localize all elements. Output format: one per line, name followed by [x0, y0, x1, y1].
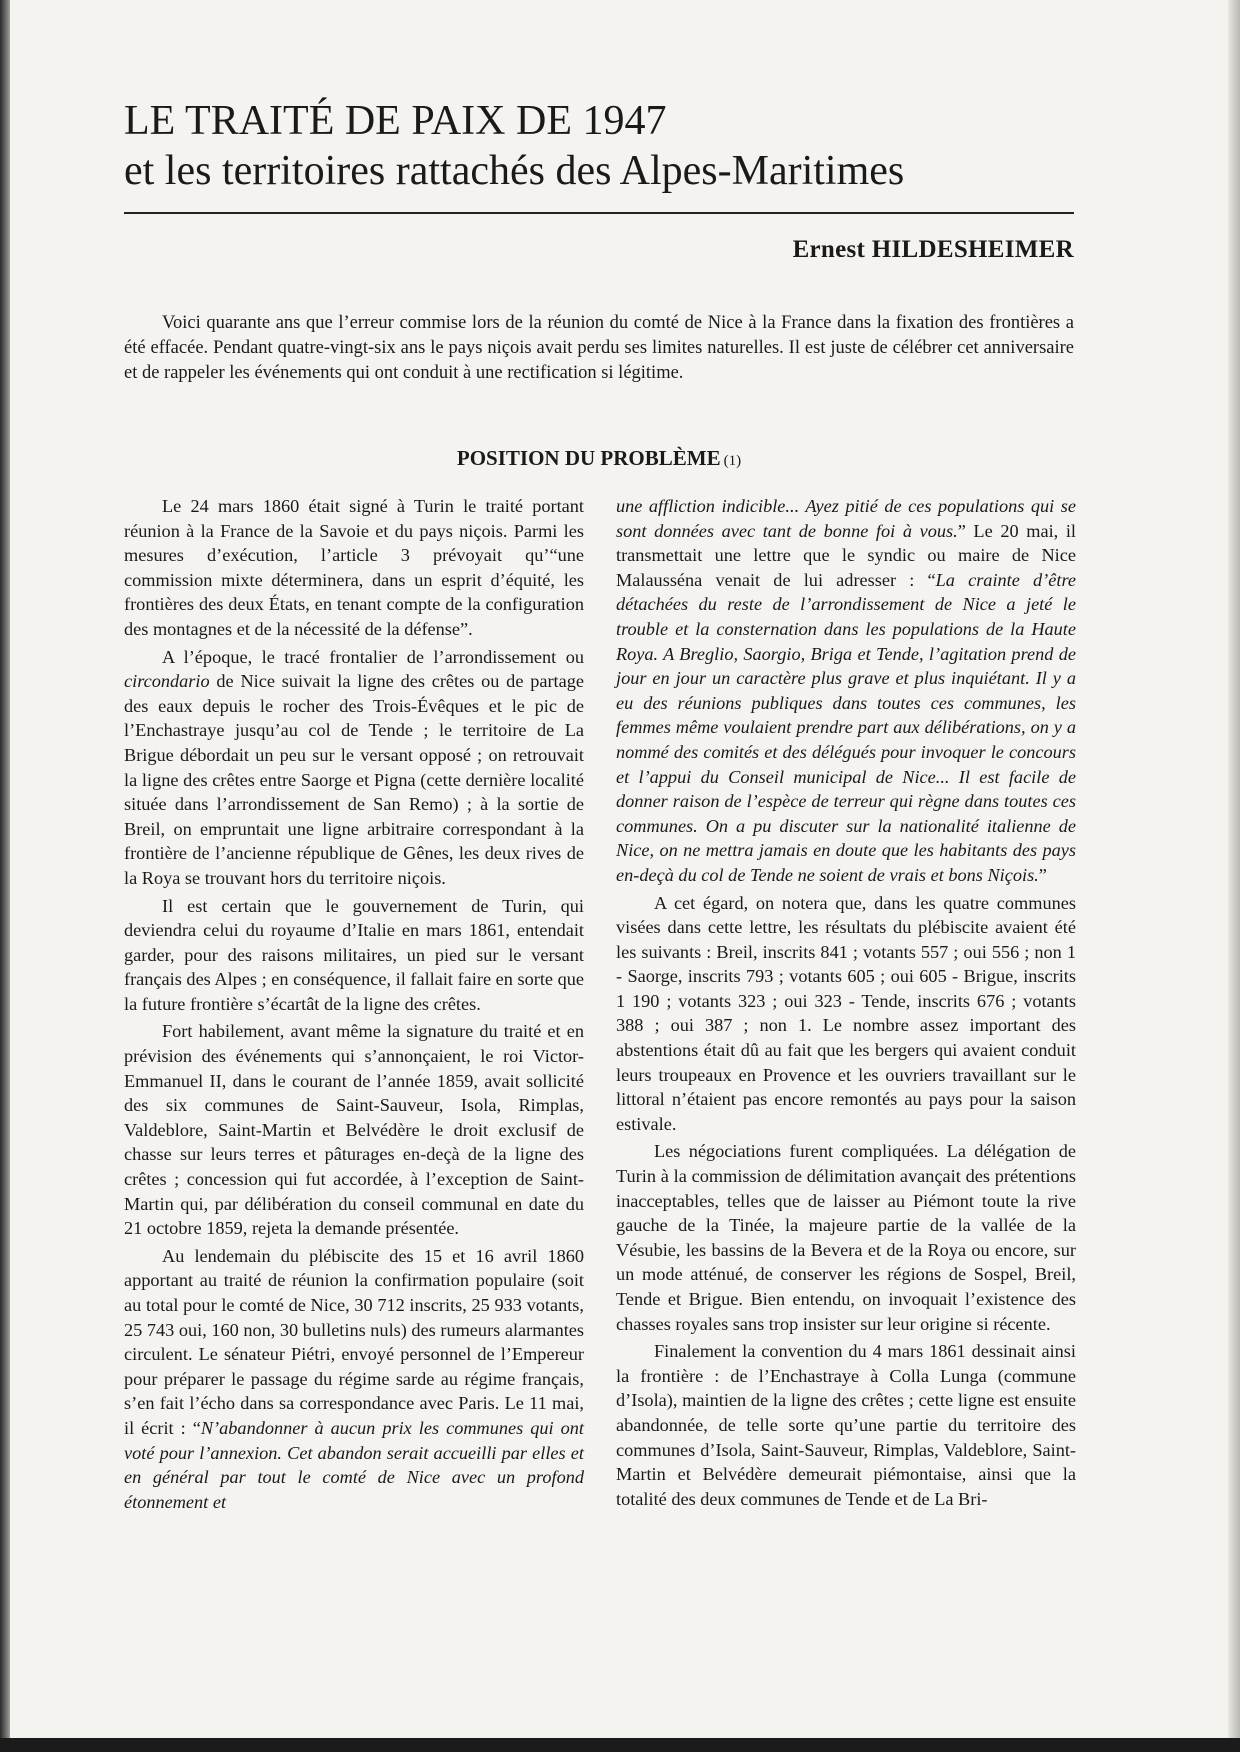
text-run: ” Le 20 mai, il transmettait une lettre que le syndic ou maire de Nice Malausséna venait de lui adresser : “ — [616, 520, 1076, 590]
italic-run: La crainte d’être détachées du reste de l’arrondissement de Nice a jeté le trouble et la consternation dans les populations de la Haute Roya. A Breglio, Saorgio, Briga et Tende, l’agitation prend de jour en jour un caractère plus grave et plus inquiétant. Il y a eu des réunions publiques dans toutes ces communes, les femmes même voulaient prendre part aux délibérations, on y a nommé des comités et des délégués pour invoquer le concours et l’appui du Conseil municipal de Nice... Il est facile de donner raison de l’espèce de terreur qui règne dans toutes ces communes. On a pu discuter sur la nationalité italienne de Nice, on ne mettra jamais en doute que les habitants des pays en-deçà du col de Tende ne soient de vrais et bons Niçois. — [616, 569, 1077, 885]
text-run: ” — [1038, 864, 1047, 885]
scan-bottom-edge — [0, 1738, 1240, 1752]
italic-run: circondario — [124, 671, 210, 692]
paragraph: Il est certain que le gouvernement de Turin, qui deviendra celui du royaume d’Italie en mars 1861, entendait garder, pour des raisons militaires, un pied sur le versant français des Alpes ; en conséquence, il fallait faire en sorte que la future frontière s’écartât de la ligne des crêtes. — [124, 895, 584, 1014]
paragraph: Les négociations furent compliquées. La délégation de Turin à la commission de délimitation avançait des prétentions inacceptables, telles que de laisser au Piémont toute la rive gauche de la Tinée, la majeure partie de la vallée de la Vésubie, les bassins de la Bevera et de la Roya ou encore, sur un mode atténué, de conserver les régions de Sospel, Breil, Tende et Brigue. Bien entendu, on invoquait l’existence des chasses royales sans trop insister sur leur origine si récente. — [616, 1141, 1076, 1334]
text-run: Au lendemain du plébiscite des 15 et 16 avril 1860 apportant au traité de réunion la confirmation populaire (soit au total pour le comté de Nice, 30 712 inscrits, 25 933 votants, 25 743 oui, 160 non, 30 bulletins nuls) des rumeurs alarmantes circulent. Le sénateur Piétri, envoyé personnel de l’Empereur pour préparer le passage du régime sarde au régime français, s’en fait l’écho dans sa correspondance avec Paris. Le 11 mai, il écrit : “ — [124, 1245, 585, 1438]
paragraph: Le 24 mars 1860 était signé à Turin le traité portant réunion à la France de la Savoie et du pays niçois. Parmi les mesures d’exécution, l’article 3 prévoyait qu’“une commission mixte déterminera, dans un esprit d’équité, les frontières des deux États, en tenant compte de la configuration des montagnes et de la nécessité de la défense”. — [124, 496, 584, 639]
paragraph — [124, 1244, 584, 1515]
author-name: Ernest HILDESHEIMER — [792, 236, 1074, 263]
scan-right-edge — [1228, 0, 1240, 1752]
intro-paragraph: Voici quarante ans que l’erreur commise lors de la réunion du comté de Nice à la France dans la fixation des frontières a été effacée. Pendant quatre-vingt-six ans le pays niçois avait perdu ses limites naturelles. Il est juste de célébrer cet anniversaire et de rappeler les événements qui ont conduit à une rectification si légitime. — [124, 313, 1074, 383]
left-column — [124, 494, 584, 1517]
section-heading — [124, 446, 1074, 471]
text-run: A l’époque, le tracé frontalier de l’arrondissement ou — [162, 646, 584, 667]
text-run: de Nice suivait la ligne des crêtes ou de partage des eaux depuis le rocher des Trois-Évêques et le pic de l’Enchastraye jusqu’au col de Tende ; le territoire de La Brigue débordait un peu sur le versant opposé ; on retrouvait la ligne des crêtes entre Saorge et Pigna (cette dernière localité située dans l’arrondissement de San Remo) ; à la sortie de Breil, on empruntait une ligne arbitraire correspondant à la frontière de l’ancienne république de Gênes, les deux rives de la Roya se trouvant hors du territoire niçois. — [124, 671, 584, 888]
footnote-ref: (1) — [723, 453, 742, 469]
paragraph: Fort habilement, avant même la signature du traité et en prévision des événements qui s’annonçaient, le roi Victor-Emmanuel II, dans le courant de l’année 1859, avait sollicité des six communes de Saint-Sauveur, Isola, Rimplas, Valdeblore, Saint-Martin et Belvédère le droit exclusif de chasse sur leurs terres et pâturages en-deçà de la ligne des crêtes ; concession qui fut accordée, à l’exception de Saint-Martin qui, par délibération du conseil communal en date du 21 octobre 1859, rejeta la demande présentée. — [124, 1021, 584, 1239]
section-heading-text: POSITION DU PROBLÈME — [456, 446, 721, 470]
title-line-2: et les territoires rattachés des Alpes-Maritimes — [124, 148, 905, 194]
article-title — [124, 96, 1084, 196]
italic-run: N’abandonner à aucun prix les communes qui ont voté pour l’annexion. Cet abandon serait accueilli par elles et en général par tout le comté de Nice avec un profond étonnement et — [124, 1417, 585, 1512]
title-line-1: LE TRAITÉ DE PAIX DE 1947 — [124, 98, 667, 144]
italic-run: une affliction indicible... Ayez pitié de ces populations qui se sont données avec tant de bonne foi à vous. — [616, 496, 1076, 541]
paragraph — [616, 494, 1076, 888]
title-rule — [124, 212, 1074, 214]
paragraph: Finalement la convention du 4 mars 1861 dessinait ainsi la frontière : de l’Enchastraye à Colla Lunga (commune d’Isola), maintien de la ligne des crêtes ; cette ligne est ensuite abandonnée, de telle sorte qu’une partie du territoire des communes d’Isola, Saint-Sauveur, Rimplas, Valdeblore, Saint-Martin et Belvédère demeurait piémontaise, ainsi que la totalité des deux communes de Tende et de La Bri- — [616, 1341, 1076, 1509]
right-column — [616, 494, 1076, 1514]
paragraph: A cet égard, on notera que, dans les quatre communes visées dans cette lettre, les résultats du plébiscite avaient été les suivants : Breil, inscrits 841 ; votants 557 ; oui 556 ; non 1 - Saorge, inscrits 793 ; votants 605 ; oui 605 - Brigue, inscrits 1 190 ; votants 323 ; oui 323 - Tende, inscrits 676 ; votants 388 ; oui 387 ; non 1. Le nombre assez important des abstentions était dû au fait que les bergers qui avaient conduit leurs troupeaux en Provence et les ouvriers travaillant sur le littoral n’étaient pas encore remontés au pays pour la saison estivale. — [616, 892, 1076, 1134]
paragraph — [124, 645, 584, 891]
